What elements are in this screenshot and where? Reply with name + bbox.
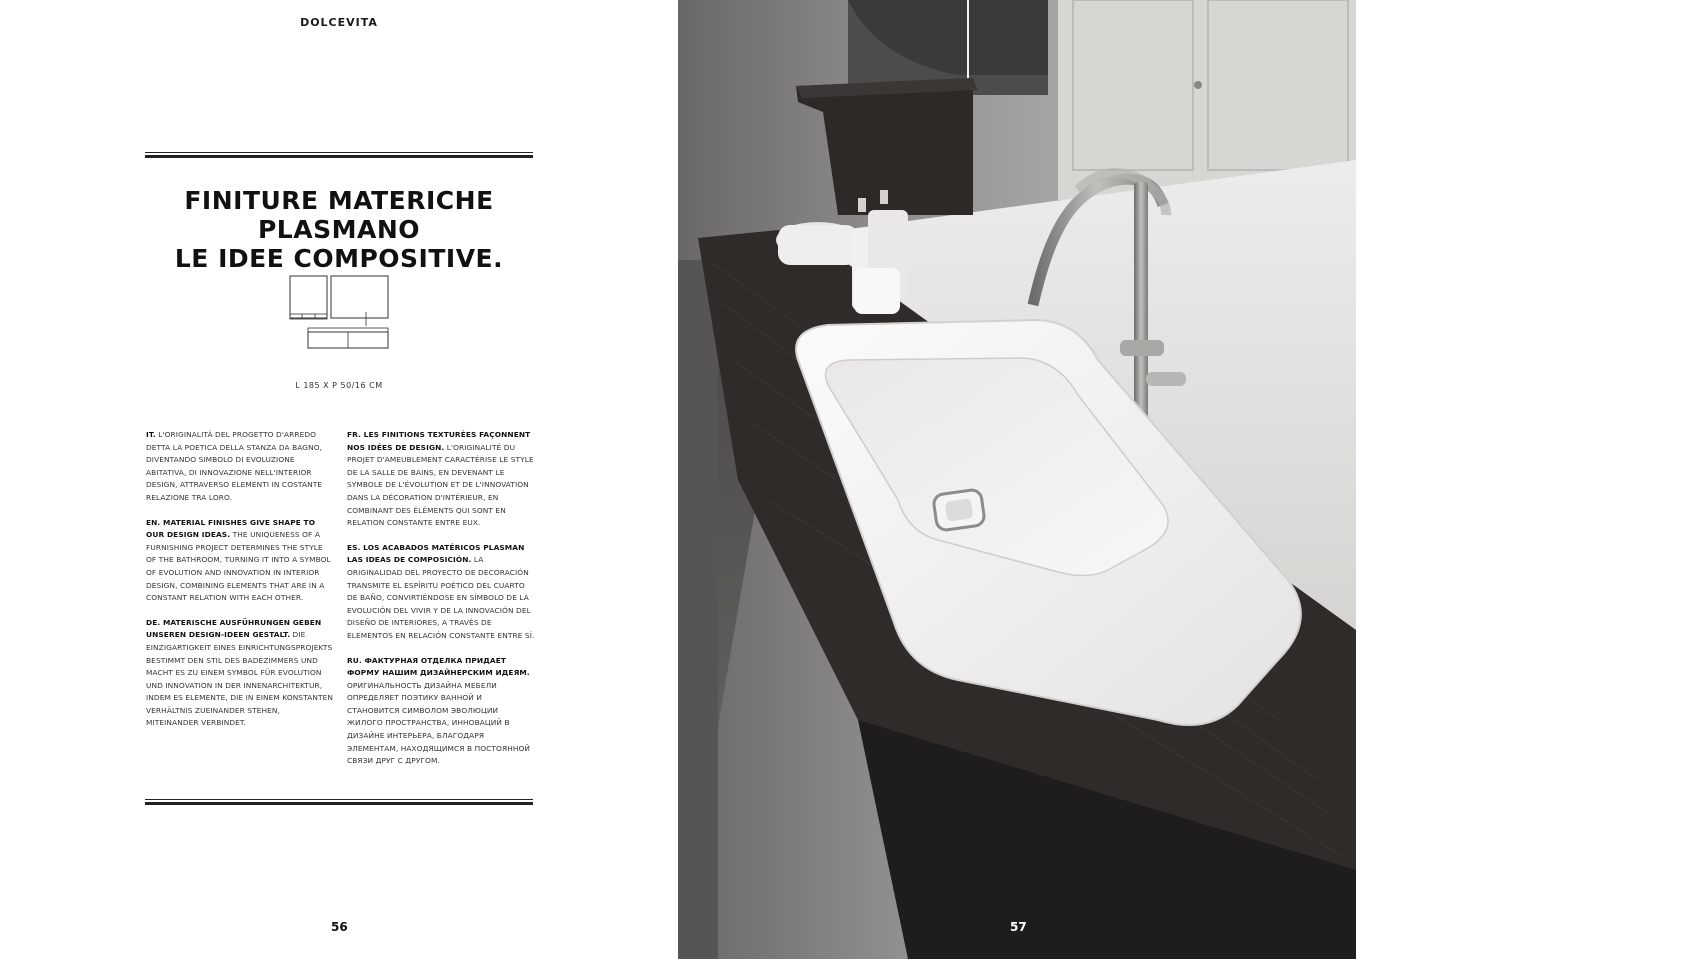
composition-line-drawing — [288, 274, 390, 352]
headline-line-1: FINITURE MATERICHE PLASMANO — [184, 186, 494, 244]
paragraph-it: IT. L'ORIGINALITÀ DEL PROGETTO D'ARREDO DETTA LA POETICA DELLA STANZA DA BAGNO, DIVENTANDO SIMBOLO DI EVOLUZIONE ABITATIVA, DI INNOVAZIONE NELL'INTERIOR DESIGN, ATTRAVERSO ELEMENTI IN COSTANTE RELAZIONE TRA LORO. — [146, 430, 323, 502]
bottom-double-rule — [145, 799, 533, 806]
paragraph-de: DE. MATERISCHE AUSFÜHRUNGEN GEBEN UNSEREN DESIGN-IDEEN GESTALT. DIE EINZIGARTIGKEIT EINES EINRICHTUNGSPROJEKTS BESTIMMT DEN STIL DES BADEZIMMERS UND MACHT ES ZU EINEM SYMBOL FÜR EVOLUTION UND INNOVATION IN DER INNENARCHITEKTUR, INDEM ES ELEMENTE, DIE IN EINEM KONSTANTEN VERHÄLTNIS ZUEINANDER STEHEN, MITEINANDER VERBINDET. — [146, 617, 334, 728]
running-head: DOLCEVITA — [300, 16, 378, 29]
section-marker — [1691, 16, 1706, 42]
page-number-left: 56 — [331, 920, 348, 934]
left-page — [0, 0, 678, 959]
text-column-left — [146, 429, 334, 742]
headline — [145, 186, 533, 273]
section-number: 08 — [1691, 29, 1706, 42]
paragraph-en: EN. MATERIAL FINISHES GIVE SHAPE TO OUR DESIGN IDEAS. THE UNIQUENESS OF A FURNISHING PROJECT DETERMINES THE STYLE OF THE BATHROOM, TURNING IT INTO A SYMBOL OF EVOLUTION AND INNOVATION IN INTERIOR DESIGN, COMBINING ELEMENTS THAT ARE IN A CONSTANT RELATION WITH EACH OTHER. — [146, 517, 331, 603]
right-page — [678, 0, 1706, 959]
page-number-right: 57 — [1010, 920, 1027, 934]
headline-line-2: LE IDEE COMPOSITIVE. — [174, 244, 504, 273]
dimension-label: L 185 X P 50/16 CM — [295, 381, 383, 390]
paragraph-es: ES. LOS ACABADOS MATÉRICOS PLASMAN LAS IDEAS DE COMPOSICIÓN. LA ORIGINALIDAD DEL PROYECTO DE DECORACIÓN TRANSMITE EL ESPÍRITU POÉTICO DEL CUARTO DE BAÑO, CONVIRTIÉNDOSE EN SÍMBOLO DE LA EVOLUCIÓN DEL VIVIR Y DE LA INNOVACIÓN DEL DISEÑO DE INTERIORES, A TRAVÉS DE ELEMENTOS EN RELACIÓN CONSTANTE ENTRE SÍ. — [347, 542, 535, 640]
paragraph-fr: FR. LES FINITIONS TEXTURÉES FAÇONNENT NOS IDÉES DE DESIGN. L'ORIGINALITÉ DU PROJET D'AMEUBLEMENT CARACTÉRISE LE STYLE DE LA SALLE DE BAINS, EN DEVENANT LE SYMBOLE DE L'ÉVOLUTION ET DE L'INNOVATION DANS LA DÉCORATION D'INTÉRIEUR, EN COMBINANT DES ÉLÉMENTS QUI SONT EN RELATION CONSTANTE ENTRE EUX. — [347, 430, 534, 528]
bathroom-sink-photo — [678, 0, 1356, 959]
paragraph-ru: RU. ФАКТУРНАЯ ОТДЕЛКА ПРИДАЕТ ФОРМУ НАШИМ ДИЗАЙНЕРСКИМ ИДЕЯМ. ОРИГИНАЛЬНОСТЬ ДИЗАЙНА МЕБЕЛИ ОПРЕДЕЛЯЕТ ПОЭТИКУ ВАННОЙ И СТАНОВИТСЯ СИМВОЛОМ ЭВОЛЮЦИИ ЖИЛОГО ПРОСТРАНСТВА, ИННОВАЦИЙ В ДИЗАЙНЕ ИНТЕРЬЕРА, БЛАГОДАРЯ ЭЛЕМЕНТАМ, НАХОДЯЩИМСЯ В ПОСТОЯННОЙ СВЯЗИ ДРУГ С ДРУГОМ. — [347, 655, 531, 766]
top-double-rule — [145, 152, 533, 159]
chevron-down-icon — [1690, 16, 1698, 24]
text-column-right — [347, 429, 535, 780]
